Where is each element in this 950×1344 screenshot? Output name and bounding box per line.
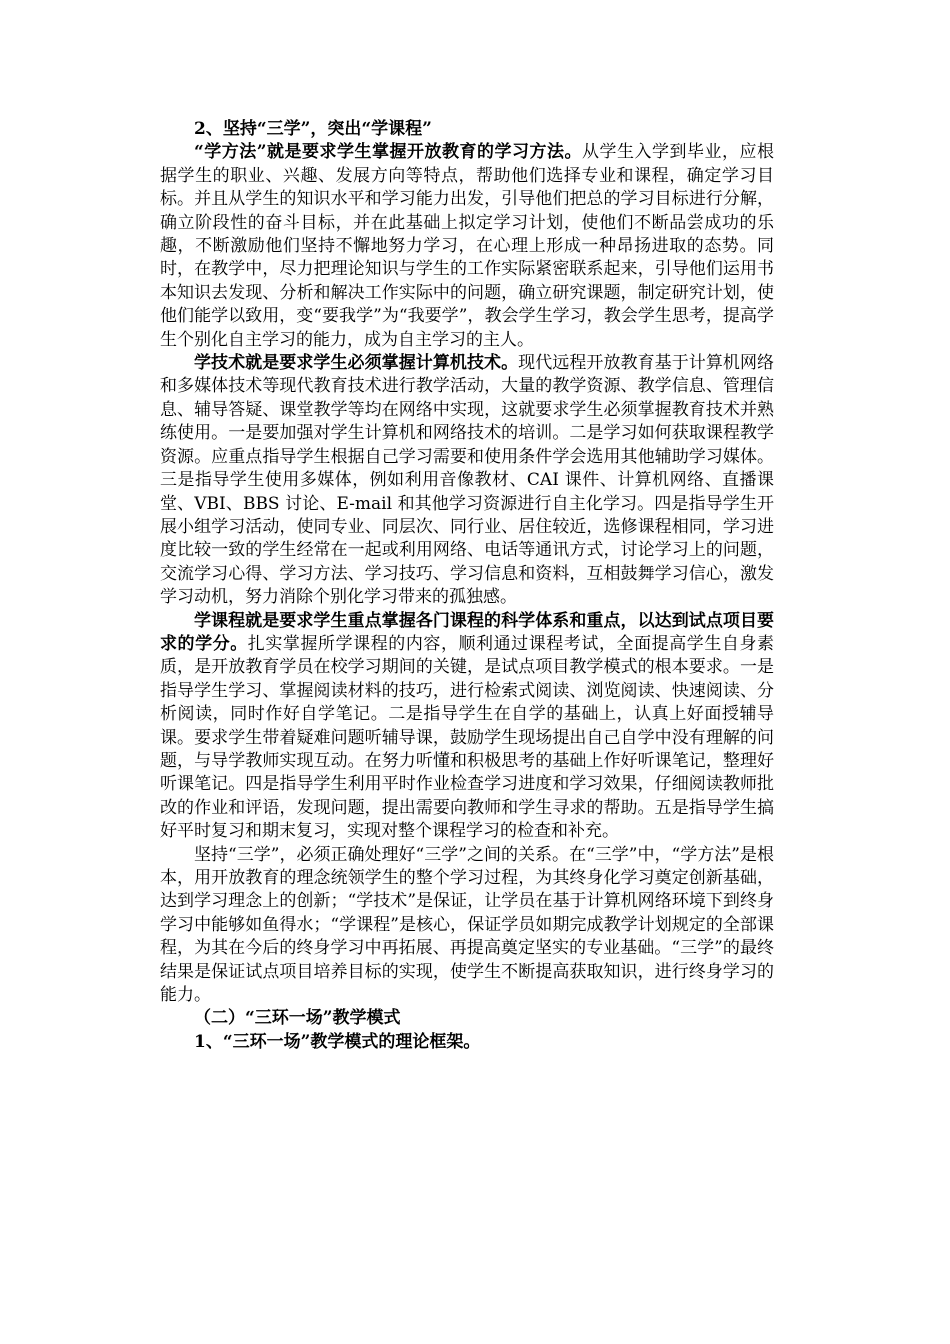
- paragraph-body: 从学生入学到毕业，应根据学生的职业、兴趣、发展方向等特点，帮助他们选择专业和课程，确定学习目标。并且从学生的知识水平和学习能力出发，引导他们把总的学习目标进行分解，确立阶段性的奋斗目标，并在此基础上拟定学习计划，使他们不断品尝成功的乐趣，不断激励他们坚持不懈地努力学习，在心理上形成一种昂扬进取的态势。同时，在教学中，尽力把理论知识与学生的工作实际紧密联系起来，引导他们运用书本知识去发现、分析和解决工作实际中的问题，确立研究课题，制定研究计划，使他们能学以致用，变“要我学”为“我要学”，教会学生学习，教会学生思考，提高学生个别化自主学习的能力，成为自主学习的主人。: [160, 142, 774, 350]
- document-page: [160, 118, 774, 1054]
- paragraph-lead: 学技术就是要求学生必须掌握计算机技术。: [194, 353, 519, 374]
- paragraph-body: 现代远程开放教育基于计算机网络和多媒体技术等现代教育技术进行教学活动，大量的教学资源、教学信息、管理信息、辅导答疑、课堂教学等均在网络中实现，这就要求学生必须掌握教育技术并熟练使用。一是要加强对学生计算机和网络技术的培训。二是学习如何获取课程教学资源。应重点指导学生根据自己学习需要和使用条件学会选用其他辅助学习媒体。三是指导学生使用多媒体，例如利用音像教材、CAI 课件、计算机网络、直播课堂、VBI、BBS 讨论、E-mail 和其他学习资源进行自主化学习。四是指导学生开展小组学习活动，使同专业、同层次、同行业、居住较近，选修课程相同，学习进度比较一致的学生经常在一起或利用网络、电话等通讯方式，讨论学习上的问题，交流学习心得、学习方法、学习技巧、学习信息和资料，互相鼓舞学习信心，激发学习动机，努力消除个别化学习带来的孤独感。: [160, 353, 775, 608]
- paragraph-learn-courses: [160, 610, 774, 844]
- paragraph-lead: 学课程就是要求学生重点掌握各门课程的科学体系和重点，以达到试点项目要求的学分。: [160, 610, 774, 654]
- section-heading-teaching-model: （二）“三环一场”教学模式: [194, 1008, 401, 1029]
- section-heading-2: 2、坚持“三学”，突出“学课程”: [194, 119, 432, 139]
- paragraph-learn-technology: [160, 352, 774, 609]
- paragraph-learn-method: [160, 141, 774, 352]
- paragraph-body: 扎实掌握所学课程的内容，顺利通过课程考试，全面提高学生自身素质，是开放教育学员在校学习期间的关键，是试点项目教学模式的根本要求。一是指导学生学习、掌握阅读材料的技巧，进行检索式阅读、浏览阅读、快速阅读、分析阅读，同时作好自学笔记。二是指导学生在自学的基础上，认真上好面授辅导课。要求学生带着疑难问题听辅导课，鼓励学生现场提出自己自学中没有理解的问题，与导学教师实现互动。在努力听懂和积极思考的基础上作好听课笔记，整理好听课笔记。四是指导学生利用平时作业检查学习进度和学习效果，仔细阅读教师批改的作业和评语，发现问题，提出需要向教师和学生寻求的帮助。五是指导学生搞好平时复习和期末复习，实现对整个课程学习的检查和补充。: [160, 633, 775, 842]
- paragraph-body: 坚持“三学”，必须正确处理好“三学”之间的关系。在“三学”中，“学方法”是根本，用开放教育的理念统领学生的整个学习过程，为其终身化学习奠定创新基础，达到学习理念上的创新；“学技术”是保证，让学员在基于计算机网络环境下到终身学习中能够如鱼得水；“学课程”是核心，保证学员如期完成教学计划规定的全部课程，为其在今后的终身学习中再拓展、再提高奠定坚实的专业基础。“三学”的最终结果是保证试点项目培养目标的实现，使学生不断提高获取知识，进行终身学习的能力。: [160, 844, 774, 1006]
- subsection-heading-framework: 1、“三环一场”教学模式的理论框架。: [194, 1031, 481, 1052]
- paragraph-three-learnings-relation: [160, 844, 774, 1008]
- paragraph-lead: “学方法”就是要求学生掌握开放教育的学习方法。: [194, 142, 583, 163]
